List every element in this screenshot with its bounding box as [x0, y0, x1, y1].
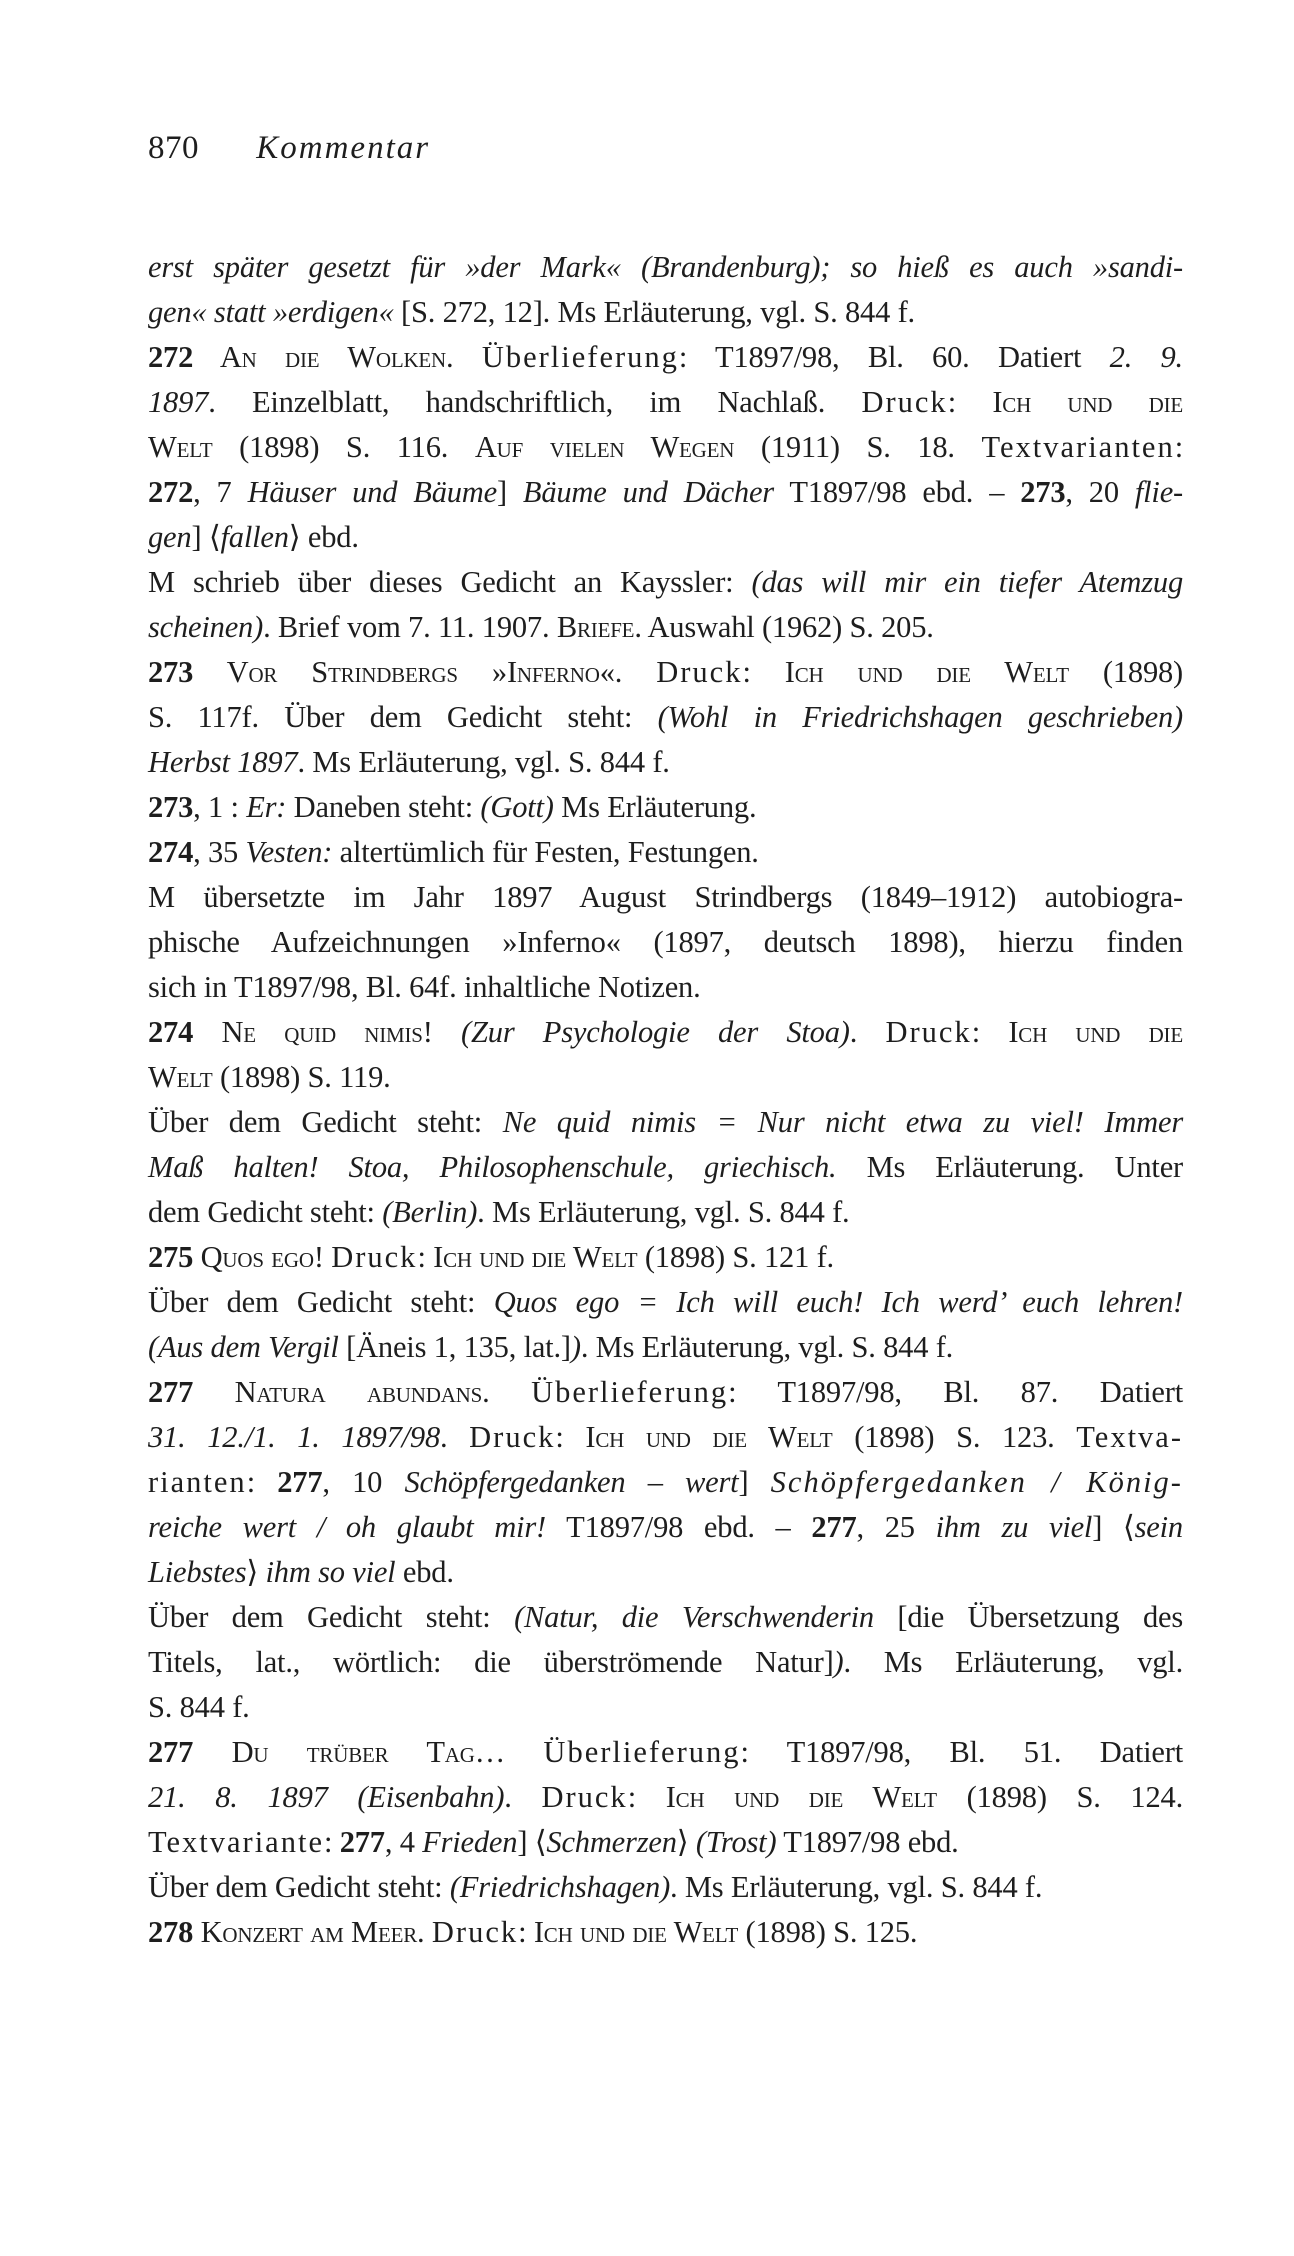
italic-quote: ) [570, 1330, 581, 1364]
text-run: : [246, 1465, 278, 1499]
title-small-caps: Ich und die [992, 385, 1183, 419]
text-run: . Auswahl (1962) S. 205. [634, 610, 934, 644]
italic-quote: (Friedrichshagen) [449, 1870, 671, 1904]
text-line [148, 1010, 1183, 1055]
text-run: : [742, 655, 785, 689]
text-run: , 4 [384, 1825, 423, 1859]
spaced-label: Druck [541, 1780, 628, 1814]
title-small-caps: Ne quid nimis [193, 1015, 423, 1049]
italic-quote: Schöpfergedanken – wert [404, 1465, 739, 1499]
text-run: ⟩ [246, 1555, 266, 1589]
italic-quote: Herbst 1897 [148, 745, 298, 779]
text-run: (1911) S. 18. [734, 430, 982, 464]
text-line [148, 245, 1183, 290]
text-line [148, 1730, 1183, 1775]
spaced-label: rianten [148, 1465, 247, 1499]
italic-quote: Schmerzen [546, 1825, 677, 1859]
text-run: ] ⟨ [1092, 1510, 1135, 1544]
spaced-label: Textvariante [148, 1825, 324, 1859]
title-small-caps: Ich und die Welt [433, 1240, 638, 1274]
text-run: S. 844 f. [148, 1690, 250, 1724]
italic-quote: 21. 8. 1897 (Eisenbahn) [148, 1780, 505, 1814]
italic-quote: (Zur Psychologie der Stoa) [461, 1015, 850, 1049]
text-line [148, 1550, 1183, 1595]
title-small-caps: Ich und die Welt [533, 1915, 739, 1949]
text-run: Titels, lat., wörtlich: die überströmende Natur] [148, 1645, 834, 1679]
italic-quote: Frieden [422, 1825, 518, 1859]
spaced-label: Textvarianten [981, 430, 1175, 464]
entry-reference: 277 [339, 1825, 385, 1859]
text-run: [Äneis 1, 135, lat.] [338, 1330, 571, 1364]
italic-quote: (Aus dem Vergil [148, 1330, 339, 1364]
entry-reference: 278 [148, 1915, 194, 1949]
entry-reference: 277 [148, 1735, 194, 1769]
text-run: M schrieb über dieses Gedicht an Kayssler: [148, 565, 752, 599]
text-run: dem Gedicht steht: [148, 1195, 383, 1229]
text-line [148, 1820, 1183, 1865]
italic-quote: (Berlin) [382, 1195, 478, 1229]
text-run: S. 117f. Über dem Gedicht steht: [148, 700, 658, 734]
italic-quote: scheinen) [148, 610, 264, 644]
text-run: : T1897/98, Bl. 51. Datiert [740, 1735, 1183, 1769]
text-run: Ms Erläuterung. [553, 790, 757, 824]
text-run: Über dem Gedicht steht: [148, 1600, 515, 1634]
text-run: ! [313, 1240, 332, 1274]
entry-reference: 273 [1020, 475, 1066, 509]
text-line [148, 1685, 1183, 1730]
italic-quote: (Natur, die Verschwenderin [514, 1600, 874, 1634]
running-title: Kommentar [256, 130, 431, 166]
text-run: : [1174, 430, 1183, 464]
entry-reference: 273 [148, 790, 194, 824]
text-run: altertümlich für Festen, Festungen. [332, 835, 759, 869]
spaced-label: Druck [331, 1240, 418, 1274]
italic-quote: Er: [246, 790, 287, 824]
page-header [148, 130, 430, 167]
text-run: : [323, 1825, 340, 1859]
spaced-label: Überlieferung [481, 340, 679, 374]
text-run: . [614, 655, 657, 689]
text-line [148, 425, 1183, 470]
text-run: . Ms Erläuterung, vgl. S. 844 f. [477, 1195, 850, 1229]
italic-quote: Quos ego = Ich will euch! Ich werd’ euch lehren! [493, 1285, 1183, 1319]
italic-quote: Maß halten! Stoa, Philosophenschule, griechisch. [148, 1150, 837, 1184]
italic-quote: Liebstes [148, 1555, 247, 1589]
entry-reference: 272 [148, 475, 194, 509]
text-run: . Ms Erläuterung, vgl. [843, 1645, 1183, 1679]
entry-reference: 274 [148, 1015, 194, 1049]
text-run: : T1897/98, Bl. 87. Datiert [728, 1375, 1183, 1409]
italic-quote: flie- [1134, 475, 1183, 509]
title-small-caps: Ich und die Welt [784, 655, 1069, 689]
text-line [148, 1235, 1183, 1280]
text-line [148, 1055, 1183, 1100]
text-run: ] ⟨ [517, 1825, 547, 1859]
text-run: ebd. [395, 1555, 454, 1589]
text-line [148, 560, 1183, 605]
text-run: : [947, 385, 993, 419]
text-run: . [440, 1420, 470, 1454]
text-run: , 25 [856, 1510, 936, 1544]
text-run: ⟩ ebd. [288, 520, 359, 554]
text-run: , 20 [1065, 475, 1135, 509]
text-run: (1898) S. 121 f. [637, 1240, 834, 1274]
text-line [148, 335, 1183, 380]
italic-quote: (Trost) [695, 1825, 777, 1859]
italic-quote: (Wohl in Friedrichshagen geschrieben) [657, 700, 1183, 734]
text-run: . Ms Erläuterung, vgl. S. 844 f. [297, 745, 670, 779]
text-line [148, 965, 1183, 1010]
italic-quote: 31. 12./1. 1. 1897/98 [148, 1420, 440, 1454]
spaced-label: Schöpfergedanken / König- [770, 1465, 1183, 1499]
text-line [148, 1640, 1183, 1685]
spaced-label: Druck [469, 1420, 556, 1454]
italic-quote: fallen [220, 520, 289, 554]
title-small-caps: Briefe [556, 610, 635, 644]
text-run: , 10 [322, 1465, 405, 1499]
text-line [148, 605, 1183, 650]
text-line [148, 1100, 1183, 1145]
spaced-label: Druck [431, 1915, 519, 1949]
italic-quote: ihm zu viel [935, 1510, 1093, 1544]
title-small-caps: Welt [148, 1060, 213, 1094]
text-run: . [482, 1375, 532, 1409]
title-small-caps: An die Wolken [193, 340, 447, 374]
text-run: Ms Erläuterung. Unter [836, 1150, 1184, 1184]
text-line [148, 830, 1183, 875]
text-run: Über dem Gedicht steht: [148, 1105, 503, 1139]
spaced-label: Druck [885, 1015, 972, 1049]
text-line [148, 470, 1183, 515]
text-line [148, 920, 1183, 965]
title-small-caps: Auf vielen Wegen [474, 430, 735, 464]
spaced-label: Überlieferung [531, 1375, 729, 1409]
italic-quote: ihm so viel [265, 1555, 396, 1589]
spaced-label: Druck [656, 655, 743, 689]
text-run: T1897/98 ebd. [776, 1825, 959, 1859]
text-run: T1897/98 ebd. – [545, 1510, 812, 1544]
title-small-caps: Du trüber Tag [193, 1735, 475, 1769]
text-run: , 1 : [193, 790, 247, 824]
text-run: … [474, 1735, 544, 1769]
text-run: (1898) S. 116. [212, 430, 475, 464]
text-run: : [555, 1420, 586, 1454]
page-number: 870 [148, 130, 199, 166]
text-run: . Ms Erläuterung, vgl. S. 844 f. [670, 1870, 1043, 1904]
text-line [148, 1145, 1183, 1190]
spaced-label: Überlieferung [543, 1735, 741, 1769]
entry-reference: 277 [277, 1465, 323, 1499]
text-run: . Brief vom 7. 11. 1907. [263, 610, 557, 644]
text-line [148, 1505, 1183, 1550]
text-run: (1898) S. 123. [832, 1420, 1077, 1454]
text-run: Über dem Gedicht steht: [148, 1870, 450, 1904]
text-run: (1898) S. 124. [936, 1780, 1184, 1814]
spaced-label: Druck [861, 385, 948, 419]
text-run: ] [738, 1465, 771, 1499]
text-line [148, 1415, 1183, 1460]
text-line [148, 1910, 1183, 1955]
text-run: : [971, 1015, 1009, 1049]
title-small-caps: Vor Strindbergs »Inferno« [193, 655, 615, 689]
text-run: . Einzelblatt, handschriftlich, im Nachlaß. [208, 385, 862, 419]
text-run: (1898) S. 119. [212, 1060, 391, 1094]
text-run: : T1897/98, Bl. 60. Datiert [678, 340, 1110, 374]
text-line [148, 1460, 1183, 1505]
text-run: M übersetzte im Jahr 1897 August Strindbergs (1849–1912) autobiogra- [148, 880, 1183, 914]
text-run: Daneben steht: [286, 790, 481, 824]
italic-quote: (das will mir ein tiefer Atemzug [751, 565, 1184, 599]
text-run: . Ms Erläuterung, vgl. S. 844 f. [580, 1330, 954, 1364]
title-small-caps: Quos ego [193, 1240, 314, 1274]
title-small-caps: Ich und die Welt [665, 1780, 937, 1814]
text-line [148, 740, 1183, 785]
text-line [148, 1325, 1183, 1370]
italic-quote: sein [1134, 1510, 1183, 1544]
text-run: Über dem Gedicht steht: [148, 1285, 494, 1319]
text-line [148, 695, 1183, 740]
entry-reference: 274 [148, 835, 194, 869]
italic-quote: Häuser und Bäume [247, 475, 497, 509]
italic-quote: 2. 9. [1109, 340, 1183, 374]
text-line [148, 515, 1183, 560]
title-small-caps: Ich und die Welt [585, 1420, 833, 1454]
text-run: (1898) [1068, 655, 1184, 689]
text-line [148, 380, 1183, 425]
text-line [148, 650, 1183, 695]
title-small-caps: Ich und die [1008, 1015, 1183, 1049]
text-run: T1897/98 ebd. – [773, 475, 1021, 509]
text-run: sich in T1897/98, Bl. 64f. inhaltliche Notizen. [148, 970, 701, 1004]
text-line [148, 1865, 1183, 1910]
entry-reference: 273 [148, 655, 194, 689]
text-run: . [504, 1780, 542, 1814]
italic-quote: gen [148, 520, 192, 554]
text-line [148, 785, 1183, 830]
text-run: . [417, 1915, 432, 1949]
title-small-caps: Natura abundans [193, 1375, 483, 1409]
text-run: : [627, 1780, 666, 1814]
italic-quote: gen« statt »erdigen« [148, 295, 394, 329]
text-line [148, 1190, 1183, 1235]
entry-reference: 275 [148, 1240, 194, 1274]
text-line [148, 1280, 1183, 1325]
text-run: ] ⟨ [191, 520, 221, 554]
italic-quote: ) [833, 1645, 844, 1679]
text-run: (1898) S. 125. [738, 1915, 918, 1949]
text-line [148, 1775, 1183, 1820]
spaced-label: Textva- [1076, 1420, 1184, 1454]
entry-reference: 277 [148, 1375, 194, 1409]
text-run: ! [422, 1015, 462, 1049]
text-line [148, 1370, 1183, 1415]
entry-reference: 272 [148, 340, 194, 374]
text-run: phische Aufzeichnungen »Inferno« (1897, deutsch 1898), hierzu finden [148, 925, 1183, 959]
text-line [148, 290, 1183, 335]
text-run: , 35 [193, 835, 246, 869]
italic-quote: Vesten: [245, 835, 333, 869]
text-run: [die Übersetzung des [873, 1600, 1183, 1634]
text-run: ⟩ [676, 1825, 696, 1859]
entry-reference: 277 [811, 1510, 857, 1544]
text-run: . [849, 1015, 886, 1049]
italic-quote: reiche wert / oh glaubt mir! [148, 1510, 546, 1544]
text-line [148, 875, 1183, 920]
text-run: . [446, 340, 482, 374]
text-run: : [518, 1915, 534, 1949]
commentary-body [148, 245, 1183, 1955]
text-run: : [417, 1240, 434, 1274]
title-small-caps: Konzert am Meer [193, 1915, 418, 1949]
text-run: ] [496, 475, 523, 509]
text-run: , 7 [193, 475, 248, 509]
italic-quote: (Gott) [480, 790, 554, 824]
text-line [148, 1595, 1183, 1640]
italic-quote: erst später gesetzt für »der Mark« (Brandenburg); so hieß es auch »sandi- [148, 250, 1183, 284]
title-small-caps: Welt [148, 430, 213, 464]
text-run: [S. 272, 12]. Ms Erläuterung, vgl. S. 844 f. [393, 295, 915, 329]
italic-quote: Ne quid nimis = Nur nicht etwa zu viel! Immer [502, 1105, 1184, 1139]
italic-quote: 1897 [148, 385, 209, 419]
italic-quote: Bäume und Dächer [522, 475, 774, 509]
